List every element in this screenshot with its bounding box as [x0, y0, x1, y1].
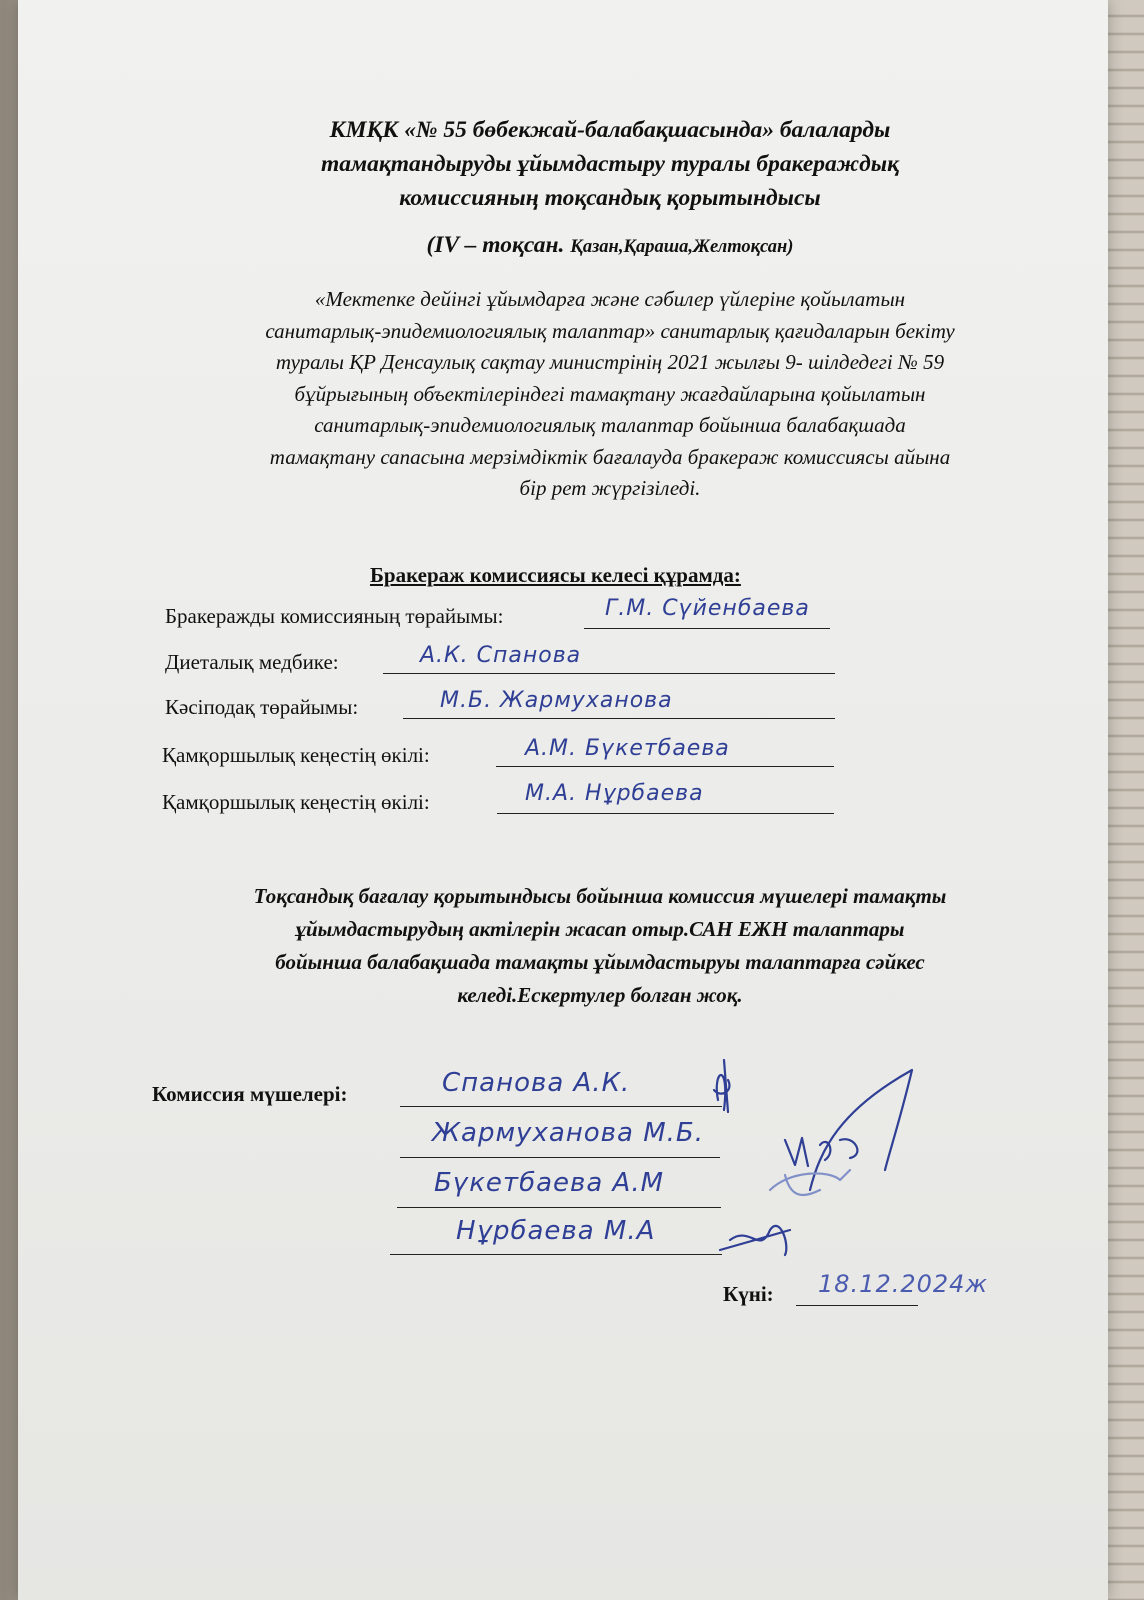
signature-line [383, 673, 835, 674]
conclusion-line: келеді.Ескертулер болған жоқ. [457, 983, 743, 1007]
intro-line: бір рет жүргізіледі. [519, 476, 701, 500]
intro-line: санитарлық-эпидемиологиялық талаптар бойынша балабақшада [314, 413, 906, 437]
date-label: Күні: [723, 1282, 774, 1306]
member-line [390, 1254, 722, 1255]
composition-row-council-2 [162, 790, 430, 815]
signature-line [497, 813, 834, 814]
signature-line [403, 718, 835, 719]
member-name: Жармуханова М.Б. [432, 1118, 704, 1148]
signature-mark-2 [810, 1070, 912, 1190]
handwritten-name: А.М. Бүкетбаева [525, 736, 730, 761]
conclusion-line: бойынша балабақшада тамақты ұйымдастыруы талаптарға сәйкес [275, 950, 925, 974]
conclusion-line: Тоқсандық бағалау қорытындысы бойынша комиссия мүшелері тамақты [253, 884, 947, 908]
members-label: Комиссия мүшелері: [152, 1082, 348, 1106]
handwritten-name: Г.М. Сүйенбаева [605, 596, 810, 621]
composition-label: Диеталық медбике: [165, 650, 339, 674]
date-value: 18.12.2024ж [818, 1270, 989, 1298]
conclusion-line: ұйымдастырудың актілерін жасап отыр.САН ЕЖН талаптары [295, 917, 905, 941]
intro-line: бұйрығының объектілеріндегі тамақтану жағдайларына қойылатын [294, 381, 926, 406]
composition-row-union [165, 695, 358, 720]
signature-mark-3 [785, 1138, 857, 1166]
member-line [400, 1157, 720, 1158]
composition-heading: Бракераж комиссиясы келесі құрамда: [370, 563, 741, 587]
composition-label: Бракеражды комиссияның төрайымы: [165, 604, 504, 628]
document-title [60, 113, 1144, 215]
intro-paragraph [95, 284, 1125, 505]
composition-row-nurse [165, 650, 339, 675]
date-line [796, 1305, 918, 1306]
handwritten-name: М.А. Нұрбаева [525, 781, 704, 806]
composition-row-council-1 [162, 743, 430, 768]
member-line [397, 1207, 721, 1208]
composition-label: Қамқоршылық кеңестің өкілі: [162, 790, 430, 814]
title-line: комиссияның тоқсандық қорытындысы [399, 185, 821, 211]
intro-line: туралы ҚР Денсаулық сақтау министрінің 2021 жылғы 9- шілдедегі № 59 [275, 350, 945, 374]
signature-mark-1 [714, 1060, 729, 1112]
title-line: тамақтандыруды ұйымдастыру туралы бракераждық [320, 151, 900, 177]
composition-label: Кәсіподақ төрайымы: [165, 695, 359, 719]
title-line: КМҚК «№ 55 бөбекжай-балабақшасында» балаларды [329, 117, 891, 143]
signature-mark-5 [720, 1226, 790, 1255]
signature-mark-4 [770, 1170, 850, 1195]
quarter-months: Қазан,Қараша,Желтоқсан) [570, 237, 794, 257]
quarter-label: (IV – тоқсан. [426, 232, 565, 258]
intro-line: «Мектепке дейінгі ұйымдарға және сәбилер үйлеріне қойылатын [314, 287, 906, 311]
quarter-subtitle [60, 232, 1144, 259]
handwritten-name: М.Б. Жармуханова [440, 688, 673, 713]
composition-label: Қамқоршылық кеңестің өкілі: [162, 743, 430, 767]
member-name: Бүкетбаева А.М [434, 1168, 665, 1198]
member-name: Спанова А.К. [442, 1068, 631, 1098]
handwritten-name: А.К. Спанова [420, 643, 582, 668]
intro-line: санитарлық-эпидемиологиялық талаптар» санитарлық қағидаларын бекіту [265, 318, 955, 343]
composition-row-chair [165, 604, 503, 629]
signature-line [496, 766, 834, 767]
intro-line: тамақтану сапасына мерзімдіктік бағалауда бракераж комиссиясы айына [269, 444, 951, 469]
signature-line [584, 628, 830, 629]
member-line [400, 1106, 722, 1107]
signature-scribbles [690, 1040, 930, 1280]
conclusion-paragraph [150, 880, 1050, 1012]
member-name: Нұрбаева М.А [456, 1216, 656, 1246]
